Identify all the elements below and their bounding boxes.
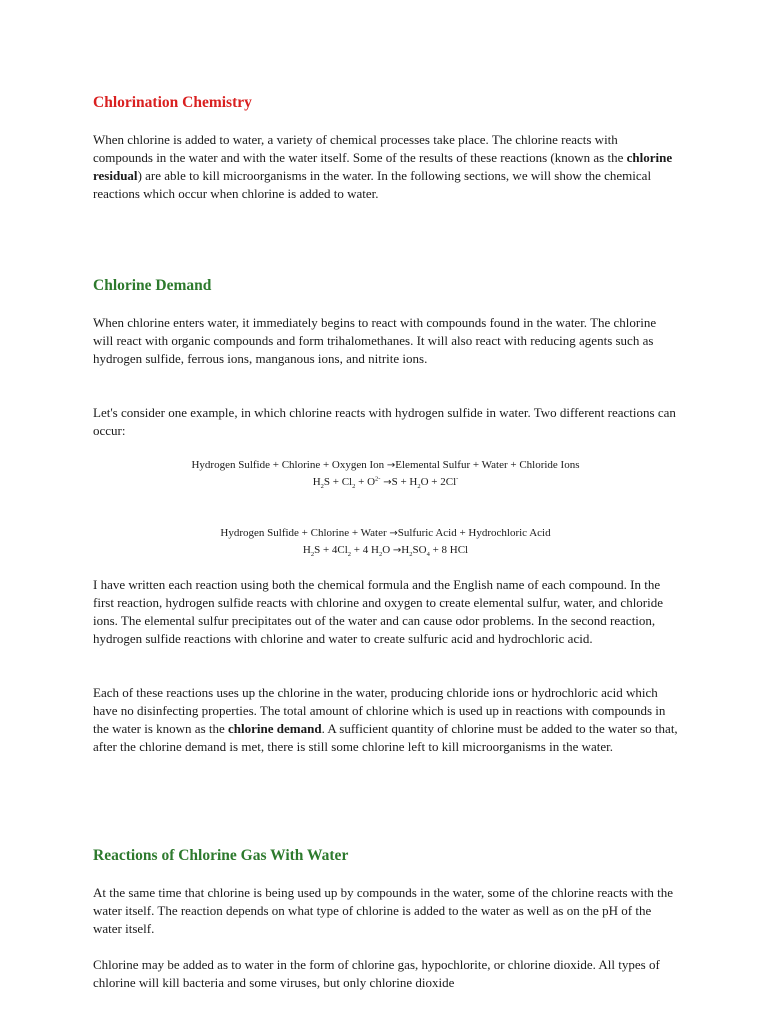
reaction-arrow-icon: →	[392, 545, 402, 556]
reaction-arrow-icon: →	[386, 460, 396, 471]
demand-paragraph-1: When chlorine enters water, it immediately begins to react with compounds found in the water. The chlorine will react with organic compounds and form trihalomethanes. It will also react with reducing agents such as hydrogen sulfide, ferrous ions, manganous ions, and nitrite ions.	[93, 315, 657, 366]
chlorine-demand-term: chlorine demand	[228, 721, 322, 736]
reaction-arrow-icon: →	[383, 477, 392, 488]
demand-paragraph-4: Each of these reactions uses up the chlorine in the water, producing chloride ions or hydrochloric acid which have no disinfecting properties. The total amount of chlorine which is used up in reactions with compounds in the water is known as the chlorine demand. A sufficient quantity of chlorine must be added to the water so that, after the chlorine demand is met, there is still some chlorine left to kill microorganisms in the water.	[93, 685, 678, 754]
reaction-1-formula: $H_2S + Cl_2 + O^{2-} \to S + H_2O + 2Cl^-$	[312, 475, 459, 491]
reaction-1-words: Hydrogen Sulfide + Chlorine + Oxygen Ion →Elemental Sulfur + Water + Chloride Ions	[191, 459, 580, 471]
demand-paragraph-2: Let's consider one example, in which chlorine reacts with hydrogen sulfide in water. Two different reactions can occur:	[93, 405, 676, 438]
demand-paragraph-3: I have written each reaction using both the chemical formula and the English name of each compound. In the first reaction, hydrogen sulfide reacts with chlorine and oxygen to create elemental sulfur, water, and chloride ions. The elemental sulfur precipitates out of the water and can cause odor problems. In the second reaction, hydrogen sulfide reactions with chlorine and water to create sulfuric acid and hydrochloric acid.	[93, 577, 664, 646]
intro-paragraph: When chlorine is added to water, a variety of chemical processes take place. The chlorine reacts with compounds in the water and with the water itself. Some of the results of these reactions (known as the chlorine residual) are able to kill microorganisms in the water. In the following sections, we will show the chemical reactions which occur when chlorine is added to water.	[93, 132, 673, 201]
section-heading-chlorine-gas: Reactions of Chlorine Gas With Water	[93, 847, 349, 864]
chlorine-residual-term: chlorine residual	[93, 150, 673, 183]
section-heading-chlorine-demand: Chlorine Demand	[93, 277, 212, 294]
page-title: Chlorination Chemistry	[93, 94, 252, 111]
gas-paragraph-1: At the same time that chlorine is being used up by compounds in the water, some of the chlorine reacts with the water itself. The reaction depends on what type of chlorine is added to the water as well as on the pH of the water itself.	[93, 885, 673, 936]
reaction-arrow-icon: →	[389, 528, 398, 539]
reaction-2-words: Hydrogen Sulfide + Chlorine + Water →Sulfuric Acid + Hydrochloric Acid	[220, 527, 551, 539]
reaction-2-formula: $H_2S + 4Cl_2 + 4$ $H_2O \to H_2SO_4 + 8$ HCl	[302, 544, 469, 559]
gas-paragraph-2: Chlorine may be added as to water in the form of chlorine gas, hypochlorite, or chlorine dioxide. All types of chlorine will kill bacteria and some viruses, but only chlorine dioxide	[93, 957, 660, 990]
